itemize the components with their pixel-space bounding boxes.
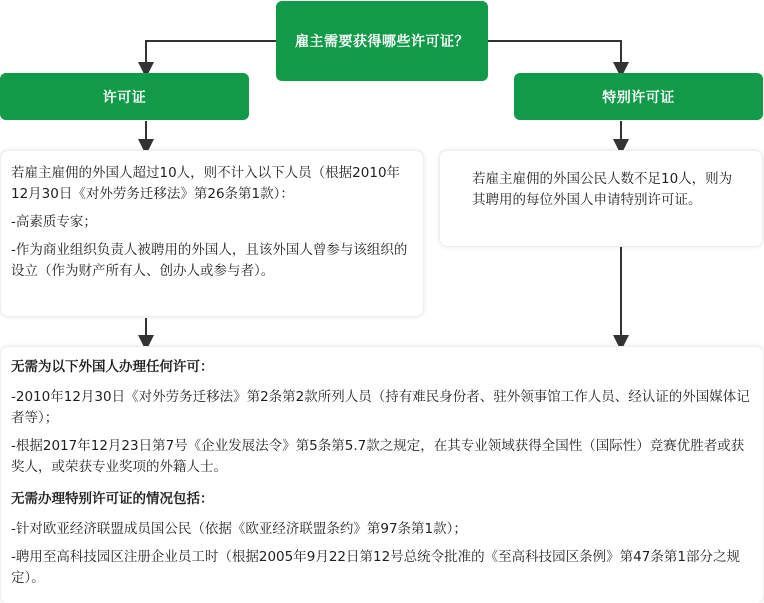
special-exemption-item: -针对欧亚经济联盟成员国公民（依据《欧亚经济联盟条约》第97条第1款）； — [11, 521, 467, 537]
license-label: 许可证 — [102, 89, 147, 106]
license-condition-item: -作为商业组织负责人被聘用的外国人，且该外国人曾参与该组织的设立（作为财产所有人、创办人或参与者）。 — [11, 242, 408, 279]
exemptions-card — [0, 346, 764, 603]
license-conditions-card — [0, 150, 424, 317]
special-license-box — [514, 73, 763, 120]
special-license-label: 特别许可证 — [602, 89, 675, 106]
exemption-item: -根据2017年12月23日第7号《企业发展法令》第5条第5.7款之规定，在其专业领域获得全国性（国际性）竞赛优胜者或获奖人，或荣获专业奖项的外籍人士。 — [11, 438, 745, 475]
special-license-condition: 若雇主雇佣的外国公民人数不足10人，则为其聘用的每位外国人申请特别许可证。 — [472, 171, 733, 208]
license-condition-item: -高素质专家； — [11, 214, 97, 230]
special-exemptions-heading: 无需办理特别许可证的情况包括： — [11, 491, 214, 507]
exemption-item: -2010年12月30日《对外劳务迁移法》第2条第2款所列人员（持有难民身份者、驻外领事馆工作人员、经认证的外国媒体记者等）； — [11, 389, 750, 426]
special-license-card — [439, 150, 763, 247]
license-condition-intro: 若雇主雇佣的外国人超过10人，则不计入以下人员（根据2010年12月30日《对外劳务迁移法》第26条第1款）： — [11, 165, 401, 202]
connector-to-left — [146, 41, 276, 70]
top-question-box — [276, 1, 488, 81]
exemptions-heading: 无需为以下外国人办理任何许可： — [11, 359, 214, 375]
top-question-text: 雇主需要获得哪些许可证？ — [295, 34, 469, 50]
license-box — [0, 73, 249, 120]
connector-to-right — [488, 41, 621, 70]
special-exemption-item: -聘用至高科技园区注册企业员工时（根据2005年9月22日第12号总统令批准的《至高科技园区条例》第47条第1部分之规定）。 — [11, 549, 740, 586]
